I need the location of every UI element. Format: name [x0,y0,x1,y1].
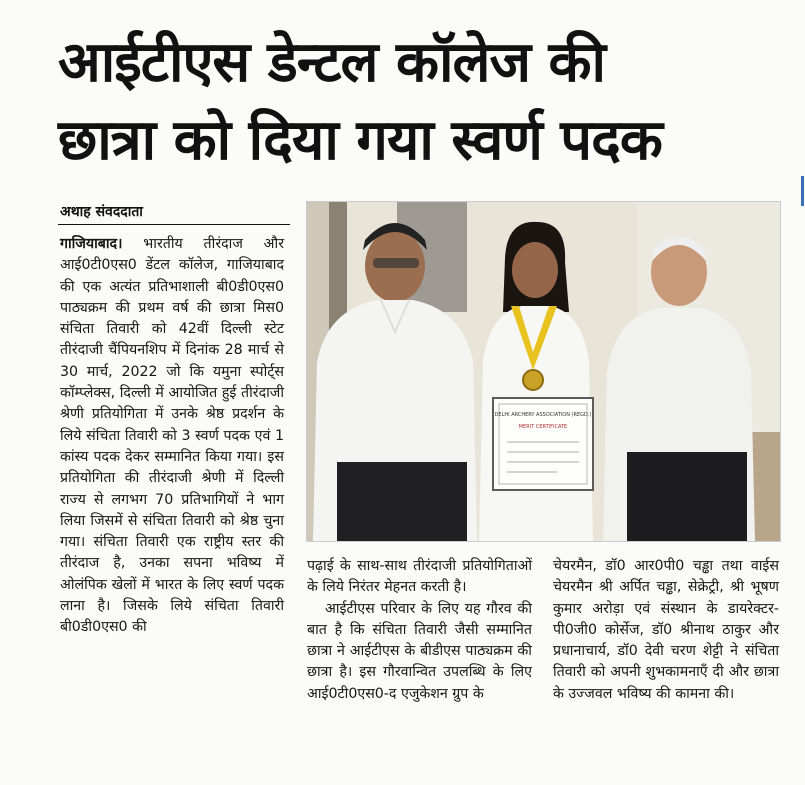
column-1-paragraph: भारतीय तीरंदाज और आई0टी0एस0 डेंटल कॉलेज, गाजियाबाद की एक अत्यंत प्रतिभाशाली बी0डी0एस0 पाठ्यक्रम की प्रथम वर्ष की छात्रा मिस0 संचिता तिवारी को 42वीं दिल्ली स्टेट तीरंदाजी चैंपियनशिप में दिनांक 28 मार्च से 30 मार्च, 2022 जो कि यमुना स्पोर्ट्स कॉम्प्लेक्स, दिल्ली में आयोजित हुई तीरंदाजी श्रेणी प्रतियोगिता में उनके श्रेष्ठ प्रदर्शन के लिये संचिता तिवारी को 3 स्वर्ण पदक एवं 1 कांस्य पदक देकर सम्मानित किया गया। इस प्रतियोगिता की तीरंदाजी श्रेणी में दिल्ली राज्य से लगभग 70 प्रतिभागियों ने भाग लिया जिसमें से संचिता तिवारी को श्रेष्ठ चुना गया। संचिता तिवारी एक राष्ट्रीय स्तर की तीरंदाज है, उनका सपना भविष्य में ओलंपिक खेलों में भारत के लिए स्वर्ण पदक लाना है। जिसके लिये संचिता तिवारी बी0डी0एस0 की [60,236,284,636]
news-photo [306,201,781,542]
article-column-1 [60,234,284,639]
dateline: गाजियाबाद। [60,236,123,252]
byline-rule [58,224,290,225]
headline-line-1: आईटीएस डेन्टल कॉलेज की [58,30,606,95]
headline [58,24,758,180]
article-column-3 [553,556,779,705]
byline: अथाह संवददाता [60,204,143,220]
certificate-heading: MERIT CERTIFICATE [518,424,568,430]
article-column-2 [307,556,532,705]
column-3-paragraph: चेयरमैन, डॉ0 आर0पी0 चड्ढा तथा वाईस चेयरमैन श्री अर्पित चड्ढा, सेक्रेट्री, श्री भूषण कुमार अरोड़ा एवं संस्थान के डायरेक्टर-पी0जी0 कोर्सेज, डॉ0 श्रीनाथ ठाकुर और प्रधानाचार्य, डॉ0 देवी चरण शेट्टी ने संचिता तिवारी को अपनी शुभकामनाएँ दी और छात्रा के उज्जवल भविष्य की कामना की। [553,558,779,702]
headline-line-2: छात्रा को दिया गया स्वर्ण पदक [58,108,662,173]
page-edge-marker [801,176,804,206]
column-2-paragraph-1: पढ़ाई के साथ-साथ तीरंदाजी प्रतियोगिताओं के लिये निरंतर मेहनत करती है। [307,558,532,596]
certificate-title: DELHI ARCHERY ASSOCIATION (REGD.) [494,412,592,418]
column-2-paragraph-2: आईटीएस परिवार के लिए यह गौरव की बात है कि संचिता तिवारी जैसी सम्मानित छात्रा ने आईटीएस के बीडीएस पाठ्यक्रम की छात्रा है। इस गौरवान्वित उपलब्धि के लिए आई0टी0एस0-द एजुकेशन ग्रुप के [307,600,532,702]
